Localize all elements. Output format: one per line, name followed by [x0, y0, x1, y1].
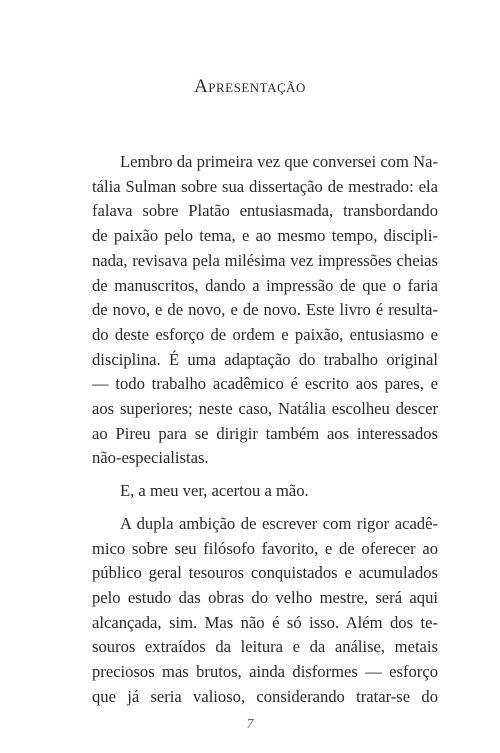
body-text — [92, 150, 438, 717]
text-line: falava sobre Platão entusiasmada, transbordando — [92, 201, 438, 221]
text-line: de novo, e de novo, e de novo. Este livro é resulta- — [92, 300, 438, 320]
text-line: tália Sulman sobre sua dissertação de mestrado: ela — [92, 176, 438, 196]
page-number: 7 — [246, 717, 254, 732]
text-line: preciosos mas brutos, ainda disformes — esforço — [92, 662, 438, 682]
page-title: Apresentação — [194, 76, 306, 97]
text-line: — todo trabalho acadêmico é escrito aos pares, e — [92, 374, 438, 394]
text-line: de manuscritos, dando a impressão de que o faria — [92, 275, 438, 295]
text-line: Lembro da primeira vez que conversei com Na- — [120, 152, 438, 171]
text-line: alcançada, sim. Mas não é só isso. Além dos te- — [92, 612, 438, 632]
text-line: que já seria valioso, considerando tratar-se do — [92, 686, 438, 706]
text-line: A dupla ambição de escrever com rigor acadê- — [120, 513, 438, 533]
text-line: de paixão pelo tema, e ao mesmo tempo, discipli- — [92, 226, 438, 246]
paragraph-3 — [92, 512, 438, 710]
paragraph-2 — [92, 479, 438, 504]
text-line: aos superiores; neste caso, Natália escolheu descer — [92, 399, 438, 419]
paragraph-1 — [92, 150, 438, 471]
text-line: público geral tesouros conquistados e acumulados — [92, 563, 438, 583]
text-line: pelo estudo das obras do velho mestre, será aqui — [92, 587, 438, 607]
text-line: souros extraídos da leitura e da análise, metais — [92, 637, 438, 657]
text-line: não-especialistas. — [92, 448, 209, 468]
text-line: mico sobre seu filósofo favorito, e de oferecer ao — [92, 538, 438, 558]
text-line: do deste esforço de ordem e paixão, entusiasmo e — [92, 324, 438, 344]
text-line: ao Pireu para se dirigir também aos interessados — [92, 423, 438, 443]
text-line: disciplina. É uma adaptação do trabalho original — [92, 349, 438, 369]
text-line: nada, revisava pela milésima vez impressões cheias — [92, 250, 438, 270]
text-line: E, a meu ver, acertou a mão. — [120, 481, 309, 501]
